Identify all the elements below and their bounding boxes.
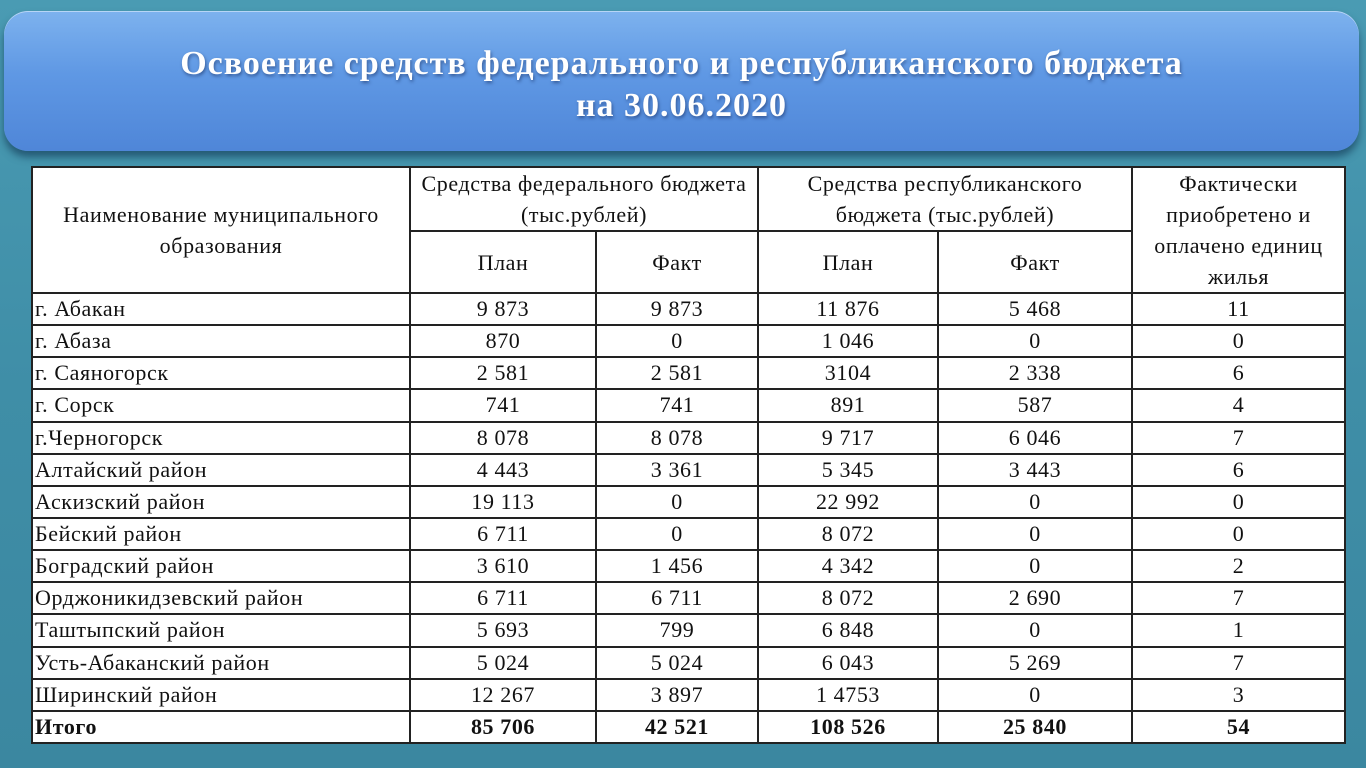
cell-federal-fact: 3 897 [596, 679, 758, 711]
cell-federal-fact: 0 [596, 518, 758, 550]
cell-municipality: г. Абаза [32, 325, 410, 357]
column-header-housing-units: Фактически приобретено и оплачено единиц жилья [1132, 167, 1345, 293]
cell-total-federal-fact: 42 521 [596, 711, 758, 743]
cell-republic-fact: 3 443 [938, 454, 1132, 486]
cell-republic-plan: 22 992 [758, 486, 938, 518]
cell-republic-fact: 2 338 [938, 357, 1132, 389]
page-subtitle-date: на 30.06.2020 [575, 87, 788, 124]
cell-republic-fact: 6 046 [938, 422, 1132, 454]
table-body [32, 293, 1345, 743]
cell-total-label: Итого [32, 711, 410, 743]
cell-republic-plan: 891 [758, 389, 938, 421]
table-total-row [32, 711, 1345, 743]
cell-municipality: Орджоникидзевский район [32, 582, 410, 614]
column-header-republic-budget: Средства республиканского бюджета (тыс.рублей) [758, 167, 1132, 231]
cell-republic-plan: 5 345 [758, 454, 938, 486]
cell-republic-plan: 3104 [758, 357, 938, 389]
cell-republic-fact: 0 [938, 518, 1132, 550]
cell-federal-plan: 6 711 [410, 582, 596, 614]
cell-federal-fact: 3 361 [596, 454, 758, 486]
cell-federal-plan: 12 267 [410, 679, 596, 711]
cell-municipality: г. Сорск [32, 389, 410, 421]
cell-federal-fact: 741 [596, 389, 758, 421]
cell-total-republic-plan: 108 526 [758, 711, 938, 743]
table-row [32, 325, 1345, 357]
cell-municipality: Алтайский район [32, 454, 410, 486]
cell-republic-plan: 8 072 [758, 518, 938, 550]
cell-total-housing-units: 54 [1132, 711, 1345, 743]
cell-federal-fact: 1 456 [596, 550, 758, 582]
cell-federal-fact: 0 [596, 325, 758, 357]
column-header-federal-budget: Средства федерального бюджета (тыс.рублей) [410, 167, 758, 231]
cell-municipality: г. Саяногорск [32, 357, 410, 389]
table-row [32, 486, 1345, 518]
cell-total-federal-plan: 85 706 [410, 711, 596, 743]
cell-municipality: Таштыпский район [32, 614, 410, 646]
cell-housing-units: 2 [1132, 550, 1345, 582]
cell-federal-plan: 8 078 [410, 422, 596, 454]
cell-municipality: Боградский район [32, 550, 410, 582]
cell-republic-plan: 4 342 [758, 550, 938, 582]
cell-republic-plan: 11 876 [758, 293, 938, 325]
cell-municipality: г. Абакан [32, 293, 410, 325]
cell-housing-units: 0 [1132, 325, 1345, 357]
cell-housing-units: 7 [1132, 582, 1345, 614]
cell-federal-fact: 0 [596, 486, 758, 518]
cell-housing-units: 0 [1132, 486, 1345, 518]
cell-republic-fact: 5 468 [938, 293, 1132, 325]
cell-municipality: Ширинский район [32, 679, 410, 711]
cell-housing-units: 7 [1132, 422, 1345, 454]
cell-housing-units: 0 [1132, 518, 1345, 550]
cell-republic-fact: 0 [938, 614, 1132, 646]
cell-federal-plan: 3 610 [410, 550, 596, 582]
table-row [32, 582, 1345, 614]
cell-municipality: г.Черногорск [32, 422, 410, 454]
cell-republic-plan: 1 4753 [758, 679, 938, 711]
cell-total-republic-fact: 25 840 [938, 711, 1132, 743]
table-row [32, 454, 1345, 486]
page-title: Освоение средств федерального и республиканского бюджета [180, 45, 1183, 82]
cell-republic-fact: 0 [938, 325, 1132, 357]
budget-table-container [31, 166, 1344, 744]
cell-federal-plan: 4 443 [410, 454, 596, 486]
cell-republic-plan: 1 046 [758, 325, 938, 357]
cell-federal-fact: 8 078 [596, 422, 758, 454]
cell-municipality: Усть-Абаканский район [32, 647, 410, 679]
table-row [32, 422, 1345, 454]
cell-housing-units: 11 [1132, 293, 1345, 325]
cell-housing-units: 4 [1132, 389, 1345, 421]
cell-housing-units: 6 [1132, 454, 1345, 486]
table-row [32, 389, 1345, 421]
cell-republic-fact: 587 [938, 389, 1132, 421]
cell-federal-plan: 6 711 [410, 518, 596, 550]
cell-housing-units: 7 [1132, 647, 1345, 679]
cell-republic-plan: 8 072 [758, 582, 938, 614]
cell-republic-fact: 0 [938, 679, 1132, 711]
table-row [32, 357, 1345, 389]
subheader-federal-plan: План [410, 231, 596, 293]
cell-federal-plan: 5 693 [410, 614, 596, 646]
table-row [32, 293, 1345, 325]
cell-housing-units: 6 [1132, 357, 1345, 389]
cell-federal-fact: 799 [596, 614, 758, 646]
cell-republic-fact: 5 269 [938, 647, 1132, 679]
cell-republic-plan: 6 848 [758, 614, 938, 646]
cell-housing-units: 3 [1132, 679, 1345, 711]
cell-federal-plan: 5 024 [410, 647, 596, 679]
cell-republic-plan: 9 717 [758, 422, 938, 454]
cell-municipality: Бейский район [32, 518, 410, 550]
cell-republic-fact: 2 690 [938, 582, 1132, 614]
table-header-row [32, 167, 1345, 231]
cell-federal-fact: 9 873 [596, 293, 758, 325]
budget-table [31, 166, 1346, 744]
cell-housing-units: 1 [1132, 614, 1345, 646]
column-header-municipality: Наименование муниципального образования [32, 167, 410, 293]
subheader-republic-fact: Факт [938, 231, 1132, 293]
table-row [32, 679, 1345, 711]
cell-federal-plan: 741 [410, 389, 596, 421]
table-row [32, 647, 1345, 679]
cell-federal-fact: 5 024 [596, 647, 758, 679]
cell-federal-plan: 2 581 [410, 357, 596, 389]
cell-republic-fact: 0 [938, 486, 1132, 518]
subheader-republic-plan: План [758, 231, 938, 293]
cell-municipality: Аскизский район [32, 486, 410, 518]
title-banner [4, 11, 1359, 151]
cell-republic-fact: 0 [938, 550, 1132, 582]
cell-federal-fact: 2 581 [596, 357, 758, 389]
cell-republic-plan: 6 043 [758, 647, 938, 679]
subheader-federal-fact: Факт [596, 231, 758, 293]
cell-federal-plan: 19 113 [410, 486, 596, 518]
cell-federal-fact: 6 711 [596, 582, 758, 614]
cell-federal-plan: 870 [410, 325, 596, 357]
table-row [32, 550, 1345, 582]
table-row [32, 614, 1345, 646]
table-row [32, 518, 1345, 550]
cell-federal-plan: 9 873 [410, 293, 596, 325]
